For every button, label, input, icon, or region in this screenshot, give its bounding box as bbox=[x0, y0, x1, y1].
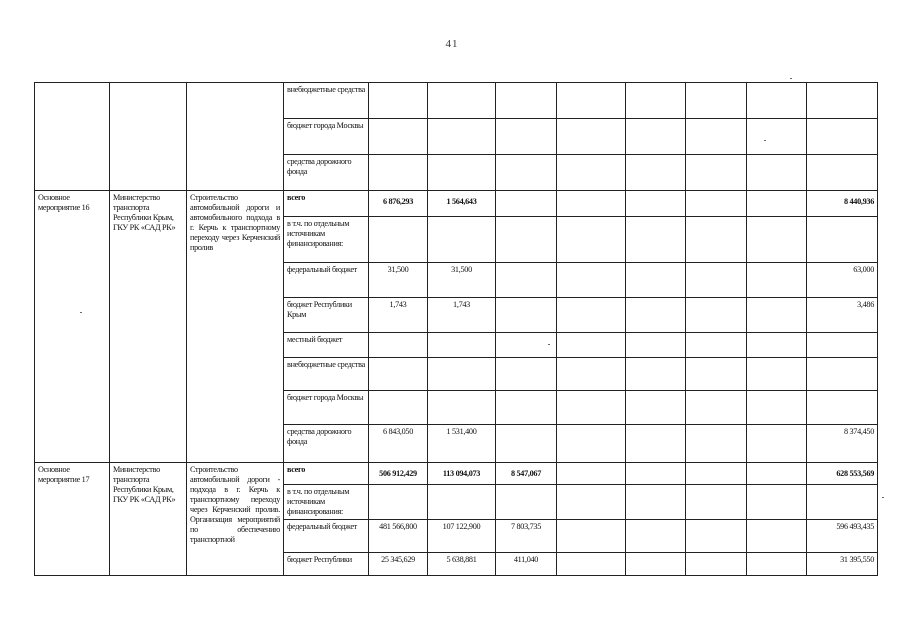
event-name-cell: Основное мероприятие 17 bbox=[35, 463, 110, 576]
value-cell bbox=[428, 391, 496, 425]
value-cell bbox=[747, 358, 807, 391]
value-cell bbox=[557, 553, 626, 576]
scan-speck bbox=[80, 312, 82, 313]
value-cell: 1,743 bbox=[428, 298, 496, 333]
event-name-cell bbox=[35, 83, 110, 191]
value-cell bbox=[747, 191, 807, 217]
value-cell bbox=[747, 425, 807, 463]
value-cell bbox=[807, 333, 878, 358]
value-cell bbox=[496, 83, 557, 119]
funding-source-cell: средства дорожного фонда bbox=[284, 155, 369, 191]
table-row bbox=[35, 191, 878, 217]
table-row bbox=[35, 463, 878, 485]
funding-source-cell: бюджет города Москвы bbox=[284, 119, 369, 155]
value-cell bbox=[686, 391, 747, 425]
value-cell: 107 122,900 bbox=[428, 520, 496, 553]
value-cell bbox=[496, 333, 557, 358]
value-cell bbox=[626, 553, 686, 576]
value-cell bbox=[626, 358, 686, 391]
funding-source-cell: бюджет Республики bbox=[284, 553, 369, 576]
value-cell bbox=[626, 298, 686, 333]
value-cell: 596 493,435 bbox=[807, 520, 878, 553]
value-cell: 8 440,936 bbox=[807, 191, 878, 217]
value-cell: 31,500 bbox=[428, 263, 496, 298]
value-cell: 6 876,293 bbox=[369, 191, 428, 217]
value-cell bbox=[428, 485, 496, 520]
value-cell: 7 803,735 bbox=[496, 520, 557, 553]
value-cell: 1,743 bbox=[369, 298, 428, 333]
value-cell bbox=[747, 391, 807, 425]
value-cell bbox=[686, 217, 747, 263]
value-cell: 25 345,629 bbox=[369, 553, 428, 576]
value-cell bbox=[369, 358, 428, 391]
funding-source-cell: внебюджетные средства bbox=[284, 358, 369, 391]
value-cell bbox=[496, 358, 557, 391]
value-cell bbox=[496, 425, 557, 463]
value-cell bbox=[626, 425, 686, 463]
description-cell: Строительство автомобильной дороги и автомобильного подхода в г. Керчь к транспортному переходу через Керченский пролив bbox=[187, 191, 284, 463]
value-cell bbox=[686, 485, 747, 520]
value-cell bbox=[626, 391, 686, 425]
value-cell: 113 094,073 bbox=[428, 463, 496, 485]
description-cell bbox=[187, 83, 284, 191]
value-cell: 506 912,429 bbox=[369, 463, 428, 485]
value-cell bbox=[557, 217, 626, 263]
funding-source-cell: бюджет города Москвы bbox=[284, 391, 369, 425]
value-cell bbox=[807, 217, 878, 263]
value-cell bbox=[496, 263, 557, 298]
executor-cell: Министерство транспорта Республики Крым, ГКУ РК «САД РК» bbox=[110, 463, 187, 576]
value-cell bbox=[807, 391, 878, 425]
value-cell bbox=[626, 191, 686, 217]
value-cell bbox=[686, 333, 747, 358]
value-cell bbox=[496, 217, 557, 263]
description-cell: Строительство автомобильной дороги - подхода в г. Керчь к транспортному переходу через Керченский пролив. Организация мероприятий по обеспечению транспортной bbox=[187, 463, 284, 576]
value-cell: 5 638,881 bbox=[428, 553, 496, 576]
value-cell bbox=[747, 553, 807, 576]
value-cell bbox=[686, 83, 747, 119]
value-cell bbox=[428, 119, 496, 155]
value-cell bbox=[557, 83, 626, 119]
value-cell bbox=[557, 263, 626, 298]
value-cell bbox=[496, 191, 557, 217]
value-cell bbox=[807, 358, 878, 391]
funding-source-cell: внебюджетные средства bbox=[284, 83, 369, 119]
value-cell bbox=[496, 485, 557, 520]
value-cell bbox=[626, 119, 686, 155]
value-cell bbox=[626, 485, 686, 520]
page-number: 41 bbox=[445, 38, 459, 50]
value-cell bbox=[686, 358, 747, 391]
value-cell: 628 553,569 bbox=[807, 463, 878, 485]
value-cell bbox=[626, 155, 686, 191]
executor-cell: Министерство транспорта Республики Крым, ГКУ РК «САД РК» bbox=[110, 191, 187, 463]
value-cell bbox=[369, 155, 428, 191]
value-cell bbox=[807, 485, 878, 520]
value-cell bbox=[557, 119, 626, 155]
value-cell bbox=[369, 119, 428, 155]
value-cell bbox=[557, 191, 626, 217]
value-cell bbox=[747, 83, 807, 119]
value-cell bbox=[686, 191, 747, 217]
value-cell bbox=[747, 463, 807, 485]
funding-source-cell: в т.ч. по отдельным источникам финансирования: bbox=[284, 217, 369, 263]
value-cell bbox=[428, 83, 496, 119]
value-cell bbox=[626, 463, 686, 485]
funding-source-cell: средства дорожного фонда bbox=[284, 425, 369, 463]
funding-source-cell: местный бюджет bbox=[284, 333, 369, 358]
funding-source-cell: федеральный бюджет bbox=[284, 263, 369, 298]
value-cell bbox=[747, 155, 807, 191]
value-cell bbox=[626, 333, 686, 358]
value-cell bbox=[428, 217, 496, 263]
value-cell bbox=[686, 155, 747, 191]
value-cell: 411,040 bbox=[496, 553, 557, 576]
funding-source-cell: всего bbox=[284, 191, 369, 217]
scan-speck bbox=[764, 140, 766, 141]
value-cell bbox=[557, 463, 626, 485]
value-cell bbox=[747, 485, 807, 520]
value-cell bbox=[369, 485, 428, 520]
value-cell bbox=[686, 520, 747, 553]
value-cell bbox=[496, 391, 557, 425]
value-cell bbox=[428, 155, 496, 191]
table-row bbox=[35, 83, 878, 119]
value-cell: 3,486 bbox=[807, 298, 878, 333]
value-cell: 31 395,550 bbox=[807, 553, 878, 576]
value-cell: 6 843,050 bbox=[369, 425, 428, 463]
event-name-cell: Основное мероприятие 16 bbox=[35, 191, 110, 463]
value-cell bbox=[807, 155, 878, 191]
scan-speck bbox=[790, 78, 792, 79]
value-cell bbox=[747, 263, 807, 298]
funding-source-cell: федеральный бюджет bbox=[284, 520, 369, 553]
value-cell bbox=[686, 298, 747, 333]
funding-source-cell: бюджет Республики Крым bbox=[284, 298, 369, 333]
value-cell bbox=[747, 298, 807, 333]
value-cell bbox=[626, 217, 686, 263]
value-cell bbox=[747, 217, 807, 263]
value-cell bbox=[626, 83, 686, 119]
value-cell bbox=[369, 333, 428, 358]
value-cell bbox=[557, 155, 626, 191]
value-cell: 481 566,800 bbox=[369, 520, 428, 553]
value-cell bbox=[496, 155, 557, 191]
value-cell bbox=[369, 83, 428, 119]
table-body bbox=[35, 83, 878, 576]
value-cell: 8 374,450 bbox=[807, 425, 878, 463]
value-cell bbox=[557, 333, 626, 358]
value-cell bbox=[807, 119, 878, 155]
value-cell bbox=[686, 263, 747, 298]
value-cell: 31,500 bbox=[369, 263, 428, 298]
value-cell bbox=[626, 263, 686, 298]
value-cell bbox=[557, 358, 626, 391]
scan-speck bbox=[548, 344, 550, 345]
financing-table bbox=[34, 82, 878, 576]
value-cell bbox=[496, 298, 557, 333]
value-cell bbox=[496, 119, 557, 155]
value-cell: 63,000 bbox=[807, 263, 878, 298]
value-cell bbox=[557, 520, 626, 553]
value-cell bbox=[686, 119, 747, 155]
value-cell bbox=[686, 553, 747, 576]
value-cell bbox=[557, 485, 626, 520]
value-cell bbox=[428, 358, 496, 391]
scan-speck bbox=[882, 497, 884, 498]
value-cell: 1 564,643 bbox=[428, 191, 496, 217]
value-cell bbox=[557, 425, 626, 463]
funding-source-cell: всего bbox=[284, 463, 369, 485]
value-cell bbox=[747, 119, 807, 155]
value-cell: 8 547,067 bbox=[496, 463, 557, 485]
value-cell bbox=[369, 217, 428, 263]
value-cell bbox=[428, 333, 496, 358]
value-cell bbox=[807, 83, 878, 119]
value-cell: 1 531,400 bbox=[428, 425, 496, 463]
funding-source-cell: в т.ч. по отдельным источникам финансирования: bbox=[284, 485, 369, 520]
value-cell bbox=[557, 391, 626, 425]
executor-cell bbox=[110, 83, 187, 191]
value-cell bbox=[626, 520, 686, 553]
value-cell bbox=[686, 425, 747, 463]
value-cell bbox=[747, 333, 807, 358]
value-cell bbox=[557, 298, 626, 333]
value-cell bbox=[686, 463, 747, 485]
value-cell bbox=[369, 391, 428, 425]
value-cell bbox=[747, 520, 807, 553]
